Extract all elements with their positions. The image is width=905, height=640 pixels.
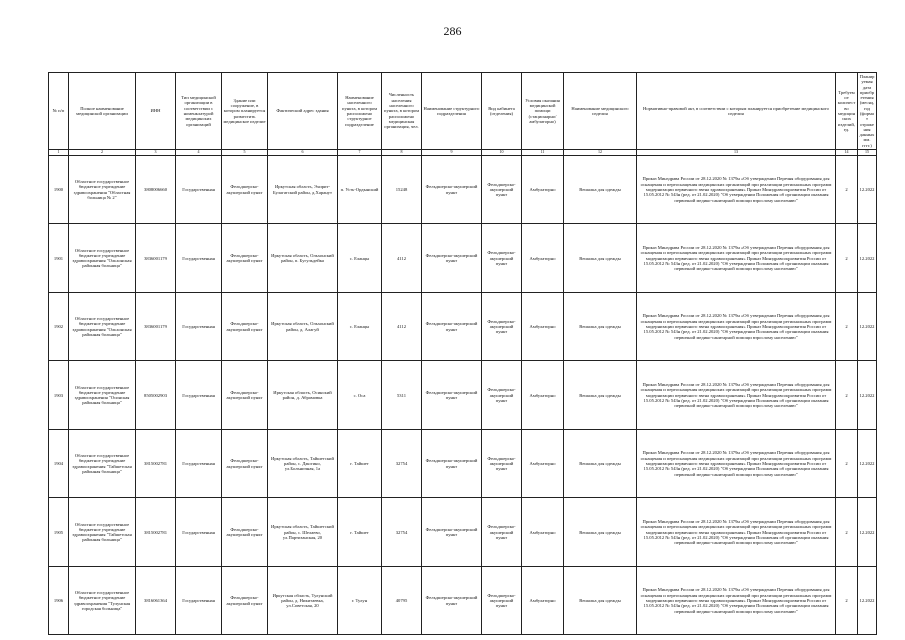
address-cell: Иркутская область, Ольхонский район, п. Бугульдейка	[268, 224, 338, 293]
column-number: 15	[858, 149, 877, 155]
inn-cell: 3815002781	[136, 429, 176, 498]
address-cell: Иркутская область, Тулунский район, д. Никитаевка, ул.Советская, 20	[268, 566, 338, 635]
settlement-cell: г. Тулун	[338, 566, 382, 635]
date-cell: 12.2022	[858, 498, 877, 567]
header-cell: Нормативно-правовой акт, в соответствии с которым планируется приобретение медицинского изделия	[637, 73, 836, 150]
conditions-cell: Амбулаторно	[522, 224, 564, 293]
conditions-cell: Амбулаторно	[522, 292, 564, 361]
header-cell: Наименование населенного пункта, в котором расположено структурное подразделение	[338, 73, 382, 150]
organization-name: Областное государственное бюджетное учреждение здравоохранения "Ольхонская районная больница"	[69, 224, 136, 293]
row-number: 1906	[49, 566, 69, 635]
unit-cell: Фельдшерско-акушерский пункт	[422, 155, 482, 224]
date-cell: 12.2022	[858, 566, 877, 635]
header-cell: Наименование медицинского изделия	[564, 73, 637, 150]
unit-cell: Фельдшерско-акушерский пункт	[422, 361, 482, 430]
date-cell: 12.2022	[858, 155, 877, 224]
org-type-cell: Государственная	[176, 361, 222, 430]
address-cell: Иркутская область, Тайшетский район, с. Шелаево, ул.Партизанская, 20	[268, 498, 338, 567]
table-row	[49, 224, 877, 293]
column-number: 8	[382, 149, 422, 155]
legal-act-cell: Приказ Минздрава России от 28.12.2020 № 1379н «Об утверждении Перечня оборудования для оснащения и переоснащения медицинских организаций при реализации региональных программ модернизации первичного звена здравоохранения» Приказ Минздравсоцразвития России от 15.05.2012 № 543н (ред. от 21.02.2020) "Об утверждении Положения об организации оказания первичной медико-санитарной помощи взрослому населению"	[637, 566, 836, 635]
quantity-cell: 2	[836, 361, 858, 430]
header-cell: Вид кабинета (отделения)	[482, 73, 522, 150]
organization-name: Областное государственное бюджетное учреждение здравоохранения "Тайшетская районная больница"	[69, 498, 136, 567]
cabinet-cell: Фельдшерско-акушерский пункт	[482, 498, 522, 567]
population-cell: 15248	[382, 155, 422, 224]
table-row	[49, 155, 877, 224]
device-cell: Вешалка для одежды	[564, 498, 637, 567]
population-cell: 5311	[382, 361, 422, 430]
header-cell: Планируемая дата приобретения (месяц, год (формат отражения данных мм. гггг.)	[858, 73, 877, 150]
organization-name: Областное государственное бюджетное учреждение здравоохранения "Ольхонская районная больница"	[69, 292, 136, 361]
table-body	[49, 155, 877, 635]
building-cell: Фельдшерско-акушерский пункт	[222, 498, 268, 567]
date-cell: 12.2022	[858, 224, 877, 293]
device-cell: Вешалка для одежды	[564, 224, 637, 293]
quantity-cell: 2	[836, 292, 858, 361]
row-number: 1903	[49, 361, 69, 430]
column-number: 5	[222, 149, 268, 155]
address-cell: Иркутская область, Ольхонский район, д. Алагуй	[268, 292, 338, 361]
cabinet-cell: Фельдшерско-акушерский пункт	[482, 224, 522, 293]
org-type-cell: Государственная	[176, 566, 222, 635]
settlement-cell: г. Тайшет	[338, 429, 382, 498]
header-cell: ИНН	[136, 73, 176, 150]
header-row	[49, 73, 877, 150]
conditions-cell: Амбулаторно	[522, 155, 564, 224]
legal-act-cell: Приказ Минздрава России от 28.12.2020 № 1379н «Об утверждении Перечня оборудования для оснащения и переоснащения медицинских организаций при реализации региональных программ модернизации первичного звена здравоохранения» Приказ Минздравсоцразвития России от 15.05.2012 № 543н (ред. от 21.02.2020) "Об утверждении Положения об организации оказания первичной медико-санитарной помощи взрослому населению"	[637, 292, 836, 361]
column-number: 6	[268, 149, 338, 155]
building-cell: Фельдшерско-акушерский пункт	[222, 566, 268, 635]
header-cell: Фактический адрес здания	[268, 73, 338, 150]
inn-cell: 3816061364	[136, 566, 176, 635]
unit-cell: Фельдшерско-акушерский пункт	[422, 292, 482, 361]
registry-table	[48, 72, 877, 635]
organization-name: Областное государственное бюджетное учреждение здравоохранения "Тулунская городская больница"	[69, 566, 136, 635]
legal-act-cell: Приказ Минздрава России от 28.12.2020 № 1379н «Об утверждении Перечня оборудования для оснащения и переоснащения медицинских организаций при реализации региональных программ модернизации первичного звена здравоохранения» Приказ Минздравсоцразвития России от 15.05.2012 № 543н (ред. от 21.02.2020) "Об утверждении Положения об организации оказания первичной медико-санитарной помощи взрослому населению"	[637, 429, 836, 498]
device-cell: Вешалка для одежды	[564, 155, 637, 224]
legal-act-cell: Приказ Минздрава России от 28.12.2020 № 1379н «Об утверждении Перечня оборудования для оснащения и переоснащения медицинских организаций при реализации региональных программ модернизации первичного звена здравоохранения» Приказ Минздравсоцразвития России от 15.05.2012 № 543н (ред. от 21.02.2020) "Об утверждении Положения об организации оказания первичной медико-санитарной помощи взрослому населению"	[637, 498, 836, 567]
building-cell: Фельдшерско-акушерский пункт	[222, 361, 268, 430]
inn-cell: 3836001179	[136, 224, 176, 293]
population-cell: 32754	[382, 498, 422, 567]
table-row	[49, 566, 877, 635]
org-type-cell: Государственная	[176, 429, 222, 498]
organization-name: Областное государственное бюджетное учреждение здравоохранения "Тайшетская районная больница"	[69, 429, 136, 498]
unit-cell: Фельдшерско-акушерский пункт	[422, 429, 482, 498]
building-cell: Фельдшерско-акушерский пункт	[222, 155, 268, 224]
header-cell: Полное наименование медицинской организации	[69, 73, 136, 150]
column-number: 4	[176, 149, 222, 155]
settlement-cell: с. Оса	[338, 361, 382, 430]
row-number: 1905	[49, 498, 69, 567]
quantity-cell: 2	[836, 224, 858, 293]
quantity-cell: 2	[836, 155, 858, 224]
cabinet-cell: Фельдшерско-акушерский пункт	[482, 361, 522, 430]
inn-cell: 3815002781	[136, 498, 176, 567]
unit-cell: Фельдшерско-акушерский пункт	[422, 566, 482, 635]
building-cell: Фельдшерско-акушерский пункт	[222, 429, 268, 498]
org-type-cell: Государственная	[176, 224, 222, 293]
address-cell: Иркутская область, Тайшетский район, с. Джогино, ул.Больничная, 1а	[268, 429, 338, 498]
population-cell: 4112	[382, 224, 422, 293]
column-number: 12	[564, 149, 637, 155]
conditions-cell: Амбулаторно	[522, 361, 564, 430]
settlement-cell: г. Тайшет	[338, 498, 382, 567]
row-number: 1901	[49, 224, 69, 293]
table-row	[49, 429, 877, 498]
inn-cell: 8505002903	[136, 361, 176, 430]
column-number: 10	[482, 149, 522, 155]
organization-name: Областное государственное бюджетное учреждение здравоохранения "Областная больница № 2"	[69, 155, 136, 224]
header-cell: Здание или сооружение, в котором планируется разместить медицинское изделие	[222, 73, 268, 150]
population-cell: 40795	[382, 566, 422, 635]
header-cell: Требуемое количество медицинских изделий, ед.	[836, 73, 858, 150]
header-cell: Наименование структурного подразделения	[422, 73, 482, 150]
column-number: 7	[338, 149, 382, 155]
cabinet-cell: Фельдшерско-акушерский пункт	[482, 155, 522, 224]
quantity-cell: 2	[836, 429, 858, 498]
column-number: 9	[422, 149, 482, 155]
column-number: 2	[69, 149, 136, 155]
inn-cell: 3808006660	[136, 155, 176, 224]
date-cell: 12.2022	[858, 292, 877, 361]
cabinet-cell: Фельдшерско-акушерский пункт	[482, 292, 522, 361]
conditions-cell: Амбулаторно	[522, 498, 564, 567]
unit-cell: Фельдшерско-акушерский пункт	[422, 498, 482, 567]
conditions-cell: Амбулаторно	[522, 429, 564, 498]
quantity-cell: 2	[836, 566, 858, 635]
device-cell: Вешалка для одежды	[564, 292, 637, 361]
table-row	[49, 498, 877, 567]
row-number: 1902	[49, 292, 69, 361]
column-number: 3	[136, 149, 176, 155]
building-cell: Фельдшерско-акушерский пункт	[222, 224, 268, 293]
device-cell: Вешалка для одежды	[564, 566, 637, 635]
header-cell: Тип медицинской организации в соответствии с номенклатурой медицинских организаций	[176, 73, 222, 150]
column-number: 1	[49, 149, 69, 155]
inn-cell: 3836001179	[136, 292, 176, 361]
column-number: 13	[637, 149, 836, 155]
date-cell: 12.2022	[858, 361, 877, 430]
conditions-cell: Амбулаторно	[522, 566, 564, 635]
device-cell: Вешалка для одежды	[564, 361, 637, 430]
population-cell: 32754	[382, 429, 422, 498]
table-row	[49, 361, 877, 430]
header-cell: Условия оказания медицинской помощи (стационарно/амбулаторно)	[522, 73, 564, 150]
column-number: 11	[522, 149, 564, 155]
building-cell: Фельдшерско-акушерский пункт	[222, 292, 268, 361]
org-type-cell: Государственная	[176, 155, 222, 224]
settlement-cell: п. Усть-Ордынский	[338, 155, 382, 224]
quantity-cell: 2	[836, 498, 858, 567]
org-type-cell: Государственная	[176, 292, 222, 361]
header-cell: Численность населения населенного пункта, в котором расположено медицинская организация, чел.	[382, 73, 422, 150]
row-number: 1900	[49, 155, 69, 224]
header-cell: № п/п	[49, 73, 69, 150]
organization-name: Областное государственное бюджетное учреждение здравоохранения "Осинская районная больница"	[69, 361, 136, 430]
population-cell: 4112	[382, 292, 422, 361]
table-row	[49, 292, 877, 361]
unit-cell: Фельдшерско-акушерский пункт	[422, 224, 482, 293]
legal-act-cell: Приказ Минздрава России от 28.12.2020 № 1379н «Об утверждении Перечня оборудования для оснащения и переоснащения медицинских организаций при реализации региональных программ модернизации первичного звена здравоохранения» Приказ Минздравсоцразвития России от 15.05.2012 № 543н (ред. от 21.02.2020) "Об утверждении Положения об организации оказания первичной медико-санитарной помощи взрослому населению"	[637, 155, 836, 224]
page-number: 286	[443, 24, 462, 38]
date-cell: 12.2022	[858, 429, 877, 498]
row-number: 1904	[49, 429, 69, 498]
address-cell: Иркутская область, Эхирит-Булагатский район, д.Харанут	[268, 155, 338, 224]
column-number: 14	[836, 149, 858, 155]
cabinet-cell: Фельдшерско-акушерский пункт	[482, 429, 522, 498]
cabinet-cell: Фельдшерско-акушерский пункт	[482, 566, 522, 635]
org-type-cell: Государственная	[176, 498, 222, 567]
legal-act-cell: Приказ Минздрава России от 28.12.2020 № 1379н «Об утверждении Перечня оборудования для оснащения и переоснащения медицинских организаций при реализации региональных программ модернизации первичного звена здравоохранения» Приказ Минздравсоцразвития России от 15.05.2012 № 543н (ред. от 21.02.2020) "Об утверждении Положения об организации оказания первичной медико-санитарной помощи взрослому населению"	[637, 224, 836, 293]
address-cell: Иркутская область, Осинский район, д. Абрамовка	[268, 361, 338, 430]
settlement-cell: с. Еланцы	[338, 224, 382, 293]
legal-act-cell: Приказ Минздрава России от 28.12.2020 № 1379н «Об утверждении Перечня оборудования для оснащения и переоснащения медицинских организаций при реализации региональных программ модернизации первичного звена здравоохранения» Приказ Минздравсоцразвития России от 15.05.2012 № 543н (ред. от 21.02.2020) "Об утверждении Положения об организации оказания первичной медико-санитарной помощи взрослому населению"	[637, 361, 836, 430]
settlement-cell: с. Еланцы	[338, 292, 382, 361]
device-cell: Вешалка для одежды	[564, 429, 637, 498]
